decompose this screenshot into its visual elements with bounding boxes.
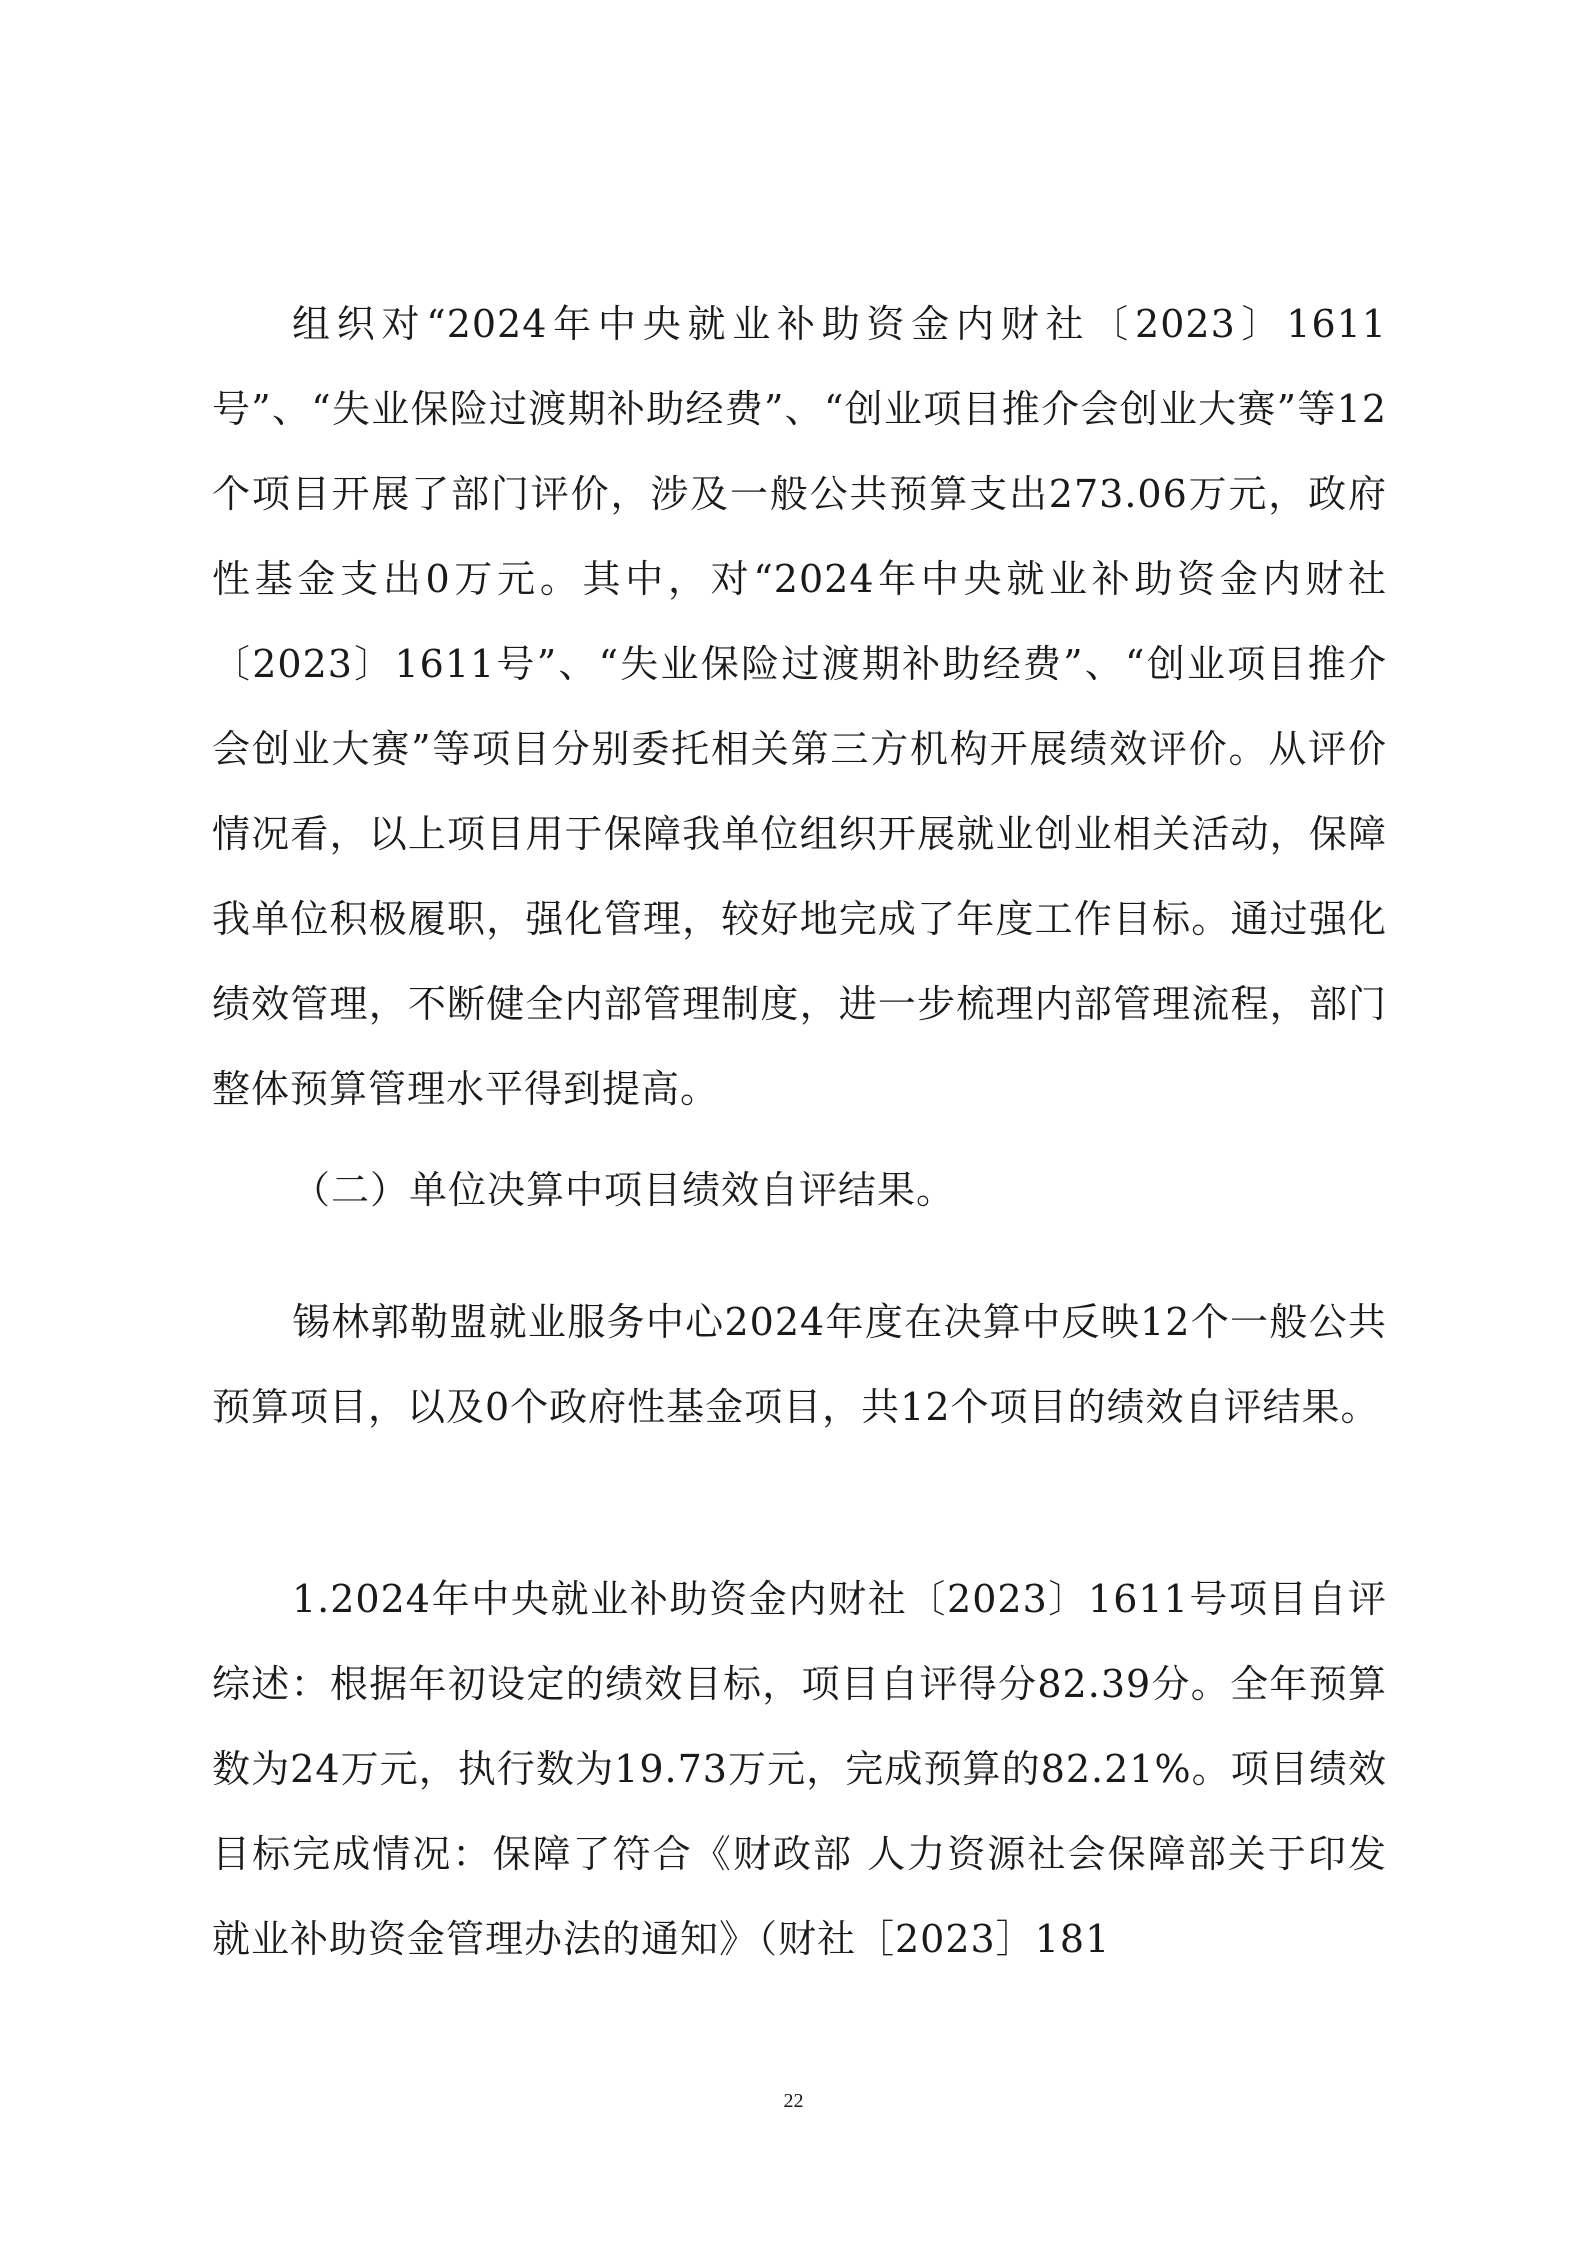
paragraph-department-evaluation: 组织对“2024年中央就业补助资金内财社〔2023〕1611号”、“失业保险过渡期补助经费”、“创业项目推介会创业大赛”等12个项目开展了部门评价，涉及一般公共预算支出273.06万元，政府性基金支出0万元。其中，对“2024年中央就业补助资金内财社〔2023〕1611号”、“失业保险过渡期补助经费”、“创业项目推介会创业大赛”等项目分别委托相关第三方机构开展绩效评价。从评价情况看，以上项目用于保障我单位组织开展就业创业相关活动，保障我单位积极履职，强化管理，较好地完成了年度工作目标。通过强化绩效管理，不断健全内部管理制度，进一步梳理内部管理流程，部门整体预算管理水平得到提高。 <box>212 302 1387 1111</box>
page-number: 22 <box>783 2090 804 2112</box>
paragraph-unit-summary: 锡林郭勒盟就业服务中心2024年度在决算中反映12个一般公共预算项目，以及0个政府性基金项目，共12个项目的绩效自评结果。 <box>212 1300 1387 1429</box>
section-heading-project-self-evaluation: （二）单位决算中项目绩效自评结果。 <box>292 1168 956 1212</box>
paragraph-project-1-summary: 1.2024年中央就业补助资金内财社〔2023〕1611号项目自评综述：根据年初设定的绩效目标，项目自评得分82.39分。全年预算数为24万元，执行数为19.73万元，完成预算的82.21%。项目绩效目标完成情况：保障了符合《财政部 人力资源社会保障部关于印发就业补助资金管理办法的通知》（财社［2023］181 <box>212 1577 1387 1961</box>
